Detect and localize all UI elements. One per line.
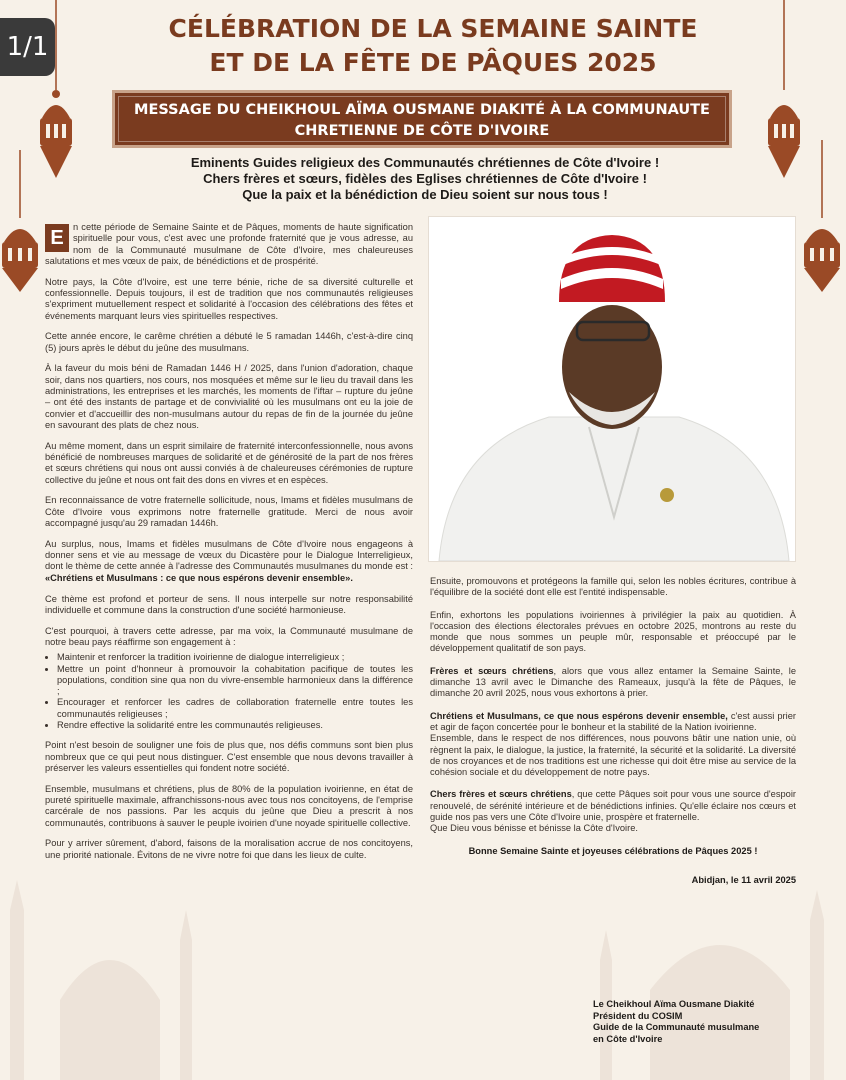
greeting-line: Eminents Guides religieux des Communautés chrétiennes de Côte d'Ivoire ! bbox=[190, 155, 660, 170]
paragraph: C'est pourquoi, à travers cette adresse, par ma voix, la Communauté musulmane de notre beau pays réaffirme son engagement à : bbox=[45, 625, 413, 647]
drop-cap: E bbox=[45, 224, 69, 252]
right-column bbox=[430, 576, 796, 897]
signature-line: en Côte d'Ivoire bbox=[593, 1033, 663, 1044]
paragraph: Pour y arriver sûrement, d'abord, faisons de la moralisation accrue de nos concitoyens, une priorité nationale. Évitons de ne vivre notre foi que dans les lieux de culte. bbox=[45, 838, 413, 860]
paragraph bbox=[430, 789, 796, 834]
paragraph: Ensemble, musulmans et chrétiens, plus de 80% de la population ivoirienne, en état de pureté spirituelle maximale, affranchissons-nous avec tous nos concitoyens, de l'emprise carcérale de nos passions. Par les acquis du jeûne que Dieu a prescrit à nos communautés, contribuons à sauver le peuple ivoirien d'une noyade spirituelle collective. bbox=[45, 783, 413, 828]
signature-line: Guide de la Communauté musulmane bbox=[593, 1022, 760, 1032]
signature-line: Président du COSIM bbox=[593, 1010, 683, 1021]
title-line: CÉLÉBRATION DE LA SEMAINE SAINTE bbox=[168, 14, 698, 43]
paragraph bbox=[430, 711, 796, 779]
paragraph-text: Ensemble, dans le respect de nos différences, nous pouvons bâtir une nation unie, où règnent la paix, le dialogue, la justice, la fraternité, la sécurité et la solidarité. La diversité de nos croyances et de nos traditions est une richesse qui doit être mise au service de la cohésion sociale et du développement de notre pays. bbox=[430, 733, 796, 778]
banner-line: CHRETIENNE DE CÔTE D'IVOIRE bbox=[294, 123, 550, 139]
paragraph: Enfin, exhortons les populations ivoiriennes à privilégier la paix au quotidien. À l'occasion des élections électorales prévues en octobre 2025, montrons au reste du monde que nous sommes un peuple mûr, responsable et préoccupé par le développement qualitatif de son pays. bbox=[430, 609, 796, 654]
paragraph bbox=[430, 666, 796, 700]
banner-line: MESSAGE DU CHEIKHOUL AÏMA OUSMANE DIAKITÉ À LA COMMUNAUTE bbox=[134, 102, 710, 118]
bold-lead: Chers frères et sœurs chrétiens bbox=[430, 789, 572, 800]
left-column bbox=[45, 222, 413, 870]
paragraph-text: Que Dieu vous bénisse et bénisse la Côte d'Ivoire. bbox=[430, 823, 638, 834]
signature-line: Le Cheikhoul Aïma Ousmane Diakité bbox=[593, 999, 755, 1009]
page-counter: 1/1 bbox=[0, 18, 55, 76]
list-item: • Encourager et renforcer les cadres de collaboration fraternelle entre toutes les communautés religieuses ; bbox=[57, 697, 413, 720]
paragraph-text: , alors que vous allez entamer la Semaine Sainte, le dimanche 13 avril avec le Dimanche des Rameaux, jusqu'à la fête de Pâques, le dimanche 20 avril 2025, nous vous exhortons à prier. bbox=[430, 665, 796, 699]
closing-wish: Bonne Semaine Sainte et joyeuses célébrations de Pâques 2025 ! bbox=[468, 845, 758, 856]
message-banner bbox=[112, 90, 732, 148]
list-item: • Mettre un point d'honneur à promouvoir la cohabitation pacifique de toutes les populations, condition sine qua non du vivre-ensemble harmonieux dans la différence ; bbox=[57, 664, 413, 698]
paragraph bbox=[45, 539, 413, 584]
greeting-line: Chers frères et sœurs, fidèles des Eglises chrétiennes de Côte d'Ivoire ! bbox=[203, 171, 647, 186]
portrait-illustration bbox=[429, 217, 795, 561]
bold-lead: Chrétiens et Musulmans, ce que nous espérons devenir ensemble, bbox=[430, 710, 728, 721]
paragraph bbox=[45, 222, 413, 267]
commitment-list bbox=[45, 652, 413, 731]
place-date: Abidjan, le 11 avril 2025 bbox=[691, 874, 796, 885]
paragraph: Cette année encore, le carême chrétien a débuté le 5 ramadan 1446h, c'est-à-dire cinq (5) jours après le début du jeûne des musulmans. bbox=[45, 331, 413, 353]
paragraph-text: Au surplus, nous, Imams et fidèles musulmans de Côte d'Ivoire nous engageons à donner sens et vie au message de vœux du Dicastère pour le Dialogue Interreligieux, dont le thème de cette année à l'adresse des Communautés musulmanes du monde est : bbox=[45, 538, 413, 572]
paragraph-text: , que cette Pâques soit pour vous une source d'espoir renouvelé, de sérénité intérieure et de bénédictions infinies. Qu'elle éclaire nos cœurs et guide nos pas vers une Côte d'Ivoire unie, prospère et fraternelle. bbox=[430, 789, 796, 823]
theme-quote: «Chrétiens et Musulmans : ce que nous espérons devenir ensemble». bbox=[45, 572, 353, 583]
bold-lead: Frères et sœurs chrétiens bbox=[430, 665, 554, 676]
signature-block bbox=[593, 999, 813, 1045]
title-line: ET DE LA FÊTE DE PÂQUES 2025 bbox=[209, 48, 657, 77]
list-item: • Rendre effective la solidarité entre les communautés religieuses. bbox=[57, 720, 413, 731]
paragraph: Notre pays, la Côte d'Ivoire, est une terre bénie, riche de sa diversité culturelle et confessionnelle. Depuis toujours, il est de tradition que nos communautés religieuses s'expriment mutuellement respect et solidarité à l'occasion des célébrations des fêtes et événements marquant leurs vies spirituelles respectives. bbox=[45, 276, 413, 321]
greeting bbox=[160, 155, 690, 203]
lantern-icon bbox=[802, 140, 842, 295]
portrait-photo bbox=[428, 216, 796, 562]
paragraph-text: n cette période de Semaine Sainte et de Pâques, moments de haute signification spirituelle pour vous, c'est avec une profonde fraternité que je vous adresse, au nom de la Communauté musulmane de Côte d'Ivoire, mes chaleureuses salutations et mes vœux de paix, de bénédictions et de prospérité. bbox=[45, 222, 413, 266]
paragraph: Ce thème est profond et porteur de sens. Il nous interpelle sur notre responsabilité individuelle et commune dans la construction d'une société harmonieuse. bbox=[45, 593, 413, 615]
paragraph: Ensuite, promouvons et protégeons la famille qui, selon les nobles écritures, contribue à l'équilibre de la société dont elle est l'entité indispensable. bbox=[430, 576, 796, 598]
lantern-icon bbox=[0, 150, 40, 295]
list-item: • Maintenir et renforcer la tradition ivoirienne de dialogue interreligieux ; bbox=[57, 652, 413, 663]
paragraph: À la faveur du mois béni de Ramadan 1446 H / 2025, dans l'union d'adoration, chaque soir, dans nos quartiers, nos cours, nos mosquées et même sur le lieu du travail dans les administrations, les entreprises et les marchés, les moments de l'iftar – rupture du jeûne – ont été des instants de partage et de convivialité où les musulmans ont eu la joie de convier et d'accueillir des non-musulmans autour du repas de fin de la journée du jeûne en savourant des plats de chez nous. bbox=[45, 363, 413, 430]
greeting-line: Que la paix et la bénédiction de Dieu soient sur nous tous ! bbox=[242, 187, 608, 202]
paragraph: Au même moment, dans un esprit similaire de fraternité interconfessionnelle, nous avons bénéficié de nombreuses marques de solidarité et de générosité de la part de nos frères et sœurs chrétiens qui nous ont aussi conviés à de chaleureuses cérémonies de rupture collective du jeûne et nous ont fait des dons en vivres et en espèces. bbox=[45, 440, 413, 485]
paragraph: Point n'est besoin de souligner une fois de plus que, nos défis communs sont bien plus nombreux que ce qui peut nous distinguer. C'est ensemble que nous devons travailler à préserver les valeurs essentielles qui fondent notre société. bbox=[45, 740, 413, 773]
lantern-icon bbox=[762, 0, 806, 185]
page-title bbox=[140, 12, 726, 80]
paragraph: En reconnaissance de votre fraternelle sollicitude, nous, Imams et fidèles musulmans de Côte d'Ivoire vous exprimons notre fraternelle gratitude. Merci de nous avoir accompagné jusqu'au 29 ramadan 1446h. bbox=[45, 495, 413, 529]
paragraph-text: c'est aussi prier et agir de façon concertée pour le bonheur et la stabilité de la Nation ivoirienne. bbox=[430, 710, 796, 732]
